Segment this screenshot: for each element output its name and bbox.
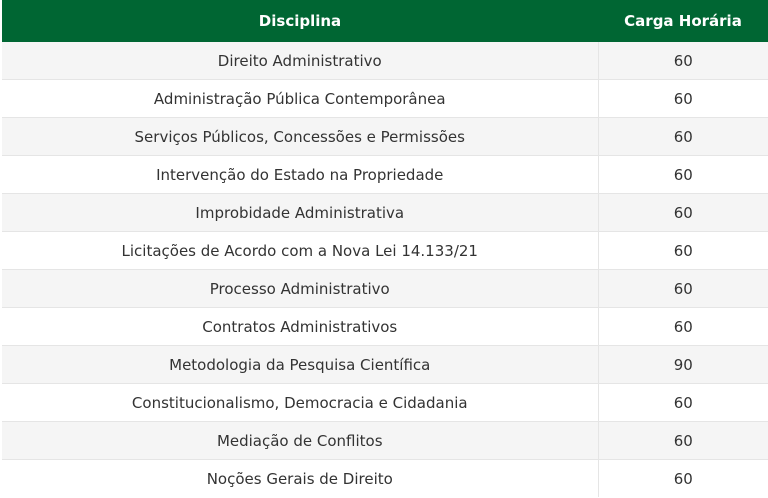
table-body <box>2 42 768 497</box>
course-table <box>2 0 768 497</box>
cell-disciplina: Direito Administrativo <box>2 42 598 80</box>
cell-carga-horaria: 60 <box>598 194 768 232</box>
course-table-container <box>2 0 768 497</box>
header-carga-horaria: Carga Horária <box>598 0 768 42</box>
table-row <box>2 42 768 80</box>
cell-carga-horaria: 60 <box>598 460 768 498</box>
table-row <box>2 118 768 156</box>
cell-disciplina: Administração Pública Contemporânea <box>2 80 598 118</box>
cell-disciplina: Noções Gerais de Direito <box>2 460 598 498</box>
table-row <box>2 460 768 498</box>
cell-carga-horaria: 90 <box>598 346 768 384</box>
cell-carga-horaria: 60 <box>598 308 768 346</box>
table-row <box>2 384 768 422</box>
cell-disciplina: Licitações de Acordo com a Nova Lei 14.133/21 <box>2 232 598 270</box>
cell-disciplina: Mediação de Conflitos <box>2 422 598 460</box>
table-row <box>2 194 768 232</box>
header-row <box>2 0 768 42</box>
table-row <box>2 270 768 308</box>
cell-disciplina: Intervenção do Estado na Propriedade <box>2 156 598 194</box>
cell-carga-horaria: 60 <box>598 42 768 80</box>
cell-disciplina: Serviços Públicos, Concessões e Permissões <box>2 118 598 156</box>
cell-disciplina: Metodologia da Pesquisa Científica <box>2 346 598 384</box>
cell-disciplina: Contratos Administrativos <box>2 308 598 346</box>
cell-disciplina: Constitucionalismo, Democracia e Cidadania <box>2 384 598 422</box>
cell-carga-horaria: 60 <box>598 80 768 118</box>
table-row <box>2 346 768 384</box>
cell-carga-horaria: 60 <box>598 384 768 422</box>
table-row <box>2 308 768 346</box>
cell-carga-horaria: 60 <box>598 422 768 460</box>
table-header <box>2 0 768 42</box>
table-row <box>2 232 768 270</box>
cell-disciplina: Processo Administrativo <box>2 270 598 308</box>
cell-carga-horaria: 60 <box>598 156 768 194</box>
table-row <box>2 80 768 118</box>
cell-carga-horaria: 60 <box>598 270 768 308</box>
table-row <box>2 422 768 460</box>
cell-carga-horaria: 60 <box>598 232 768 270</box>
table-row <box>2 156 768 194</box>
cell-disciplina: Improbidade Administrativa <box>2 194 598 232</box>
cell-carga-horaria: 60 <box>598 118 768 156</box>
header-disciplina: Disciplina <box>2 0 598 42</box>
